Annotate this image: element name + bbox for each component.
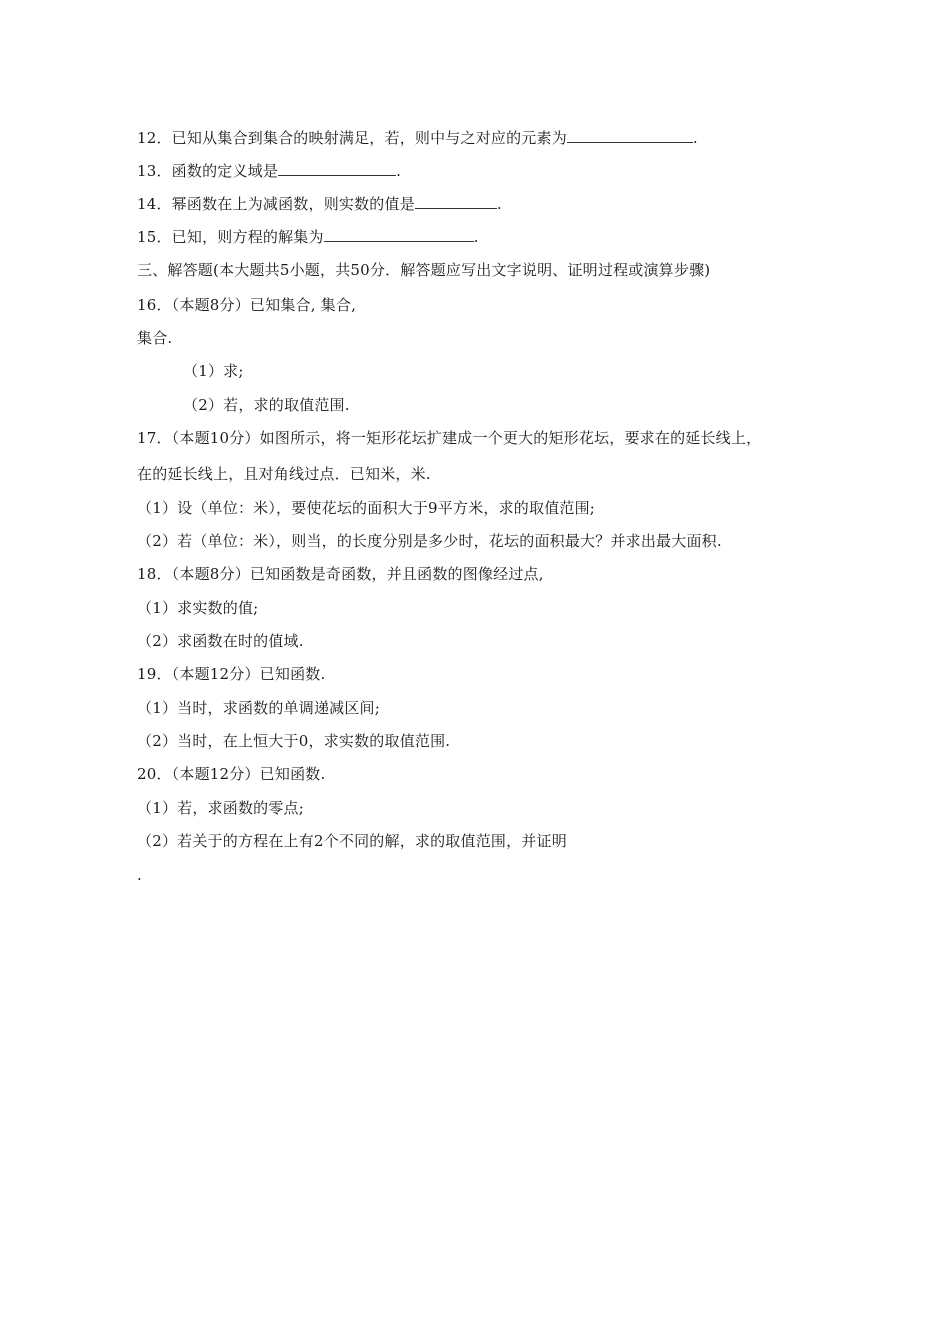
question-12-text: 12．已知从集合到集合的映射满足，若，则中与之对应的元素为 (137, 129, 567, 147)
question-20-part-1: （1）若，求函数的零点; (137, 799, 304, 817)
question-15 (137, 226, 479, 248)
question-12 (137, 127, 698, 149)
question-18-part-1: （1）求实数的值; (137, 599, 259, 617)
question-17-part-2: （2）若（单位：米），则当，的长度分别是多少时，花坛的面积最大？并求出最大面积. (137, 532, 722, 550)
question-19-part-2: （2）当时，在上恒大于0，求实数的取值范围. (137, 732, 451, 750)
answer-blank-15 (324, 226, 474, 242)
section-3-heading: 三、解答题(本大题共5小题，共50分．解答题应写出文字说明、证明过程或演算步骤) (137, 261, 711, 279)
question-13-end: . (396, 162, 402, 180)
question-14-text: 14．幂函数在上为减函数，则实数的值是 (137, 195, 415, 213)
answer-blank-13 (278, 160, 396, 176)
question-20-trailing-period: . (137, 866, 142, 884)
question-16-part-1: （1）求; (183, 362, 244, 380)
question-17-continuation: 在的延长线上，且对角线过点．已知米，米. (137, 465, 431, 483)
question-17-part-1: （1）设（单位：米），要使花坛的面积大于9平方米，求的取值范围; (137, 499, 596, 517)
question-20-head: 20．（本题12分）已知函数. (137, 765, 326, 783)
answer-blank-14 (415, 193, 497, 209)
question-17-head: 17．（本题10分）如图所示，将一矩形花坛扩建成一个更大的矩形花坛，要求在的延长线上， (137, 429, 762, 447)
question-16-continuation: 集合. (137, 329, 173, 347)
question-14 (137, 193, 502, 215)
question-12-end: . (692, 129, 698, 147)
question-14-end: . (496, 195, 502, 213)
question-18-part-2: （2）求函数在时的值域. (137, 632, 304, 650)
question-19-head: 19．（本题12分）已知函数. (137, 665, 326, 683)
question-15-end: . (473, 228, 479, 246)
question-20-part-2: （2）若关于的方程在上有2个不同的解，求的取值范围，并证明 (137, 832, 567, 850)
question-13-text: 13．函数的定义域是 (137, 162, 279, 180)
question-16-part-2: （2）若，求的取值范围. (183, 396, 350, 414)
question-16-head: 16．（本题8分）已知集合, 集合, (137, 296, 357, 314)
question-19-part-1: （1）当时，求函数的单调递减区间; (137, 699, 380, 717)
question-18-head: 18．（本题8分）已知函数是奇函数，并且函数的图像经过点, (137, 565, 544, 583)
answer-blank-12 (567, 127, 693, 143)
question-15-text: 15．已知，则方程的解集为 (137, 228, 324, 246)
question-13 (137, 160, 401, 182)
